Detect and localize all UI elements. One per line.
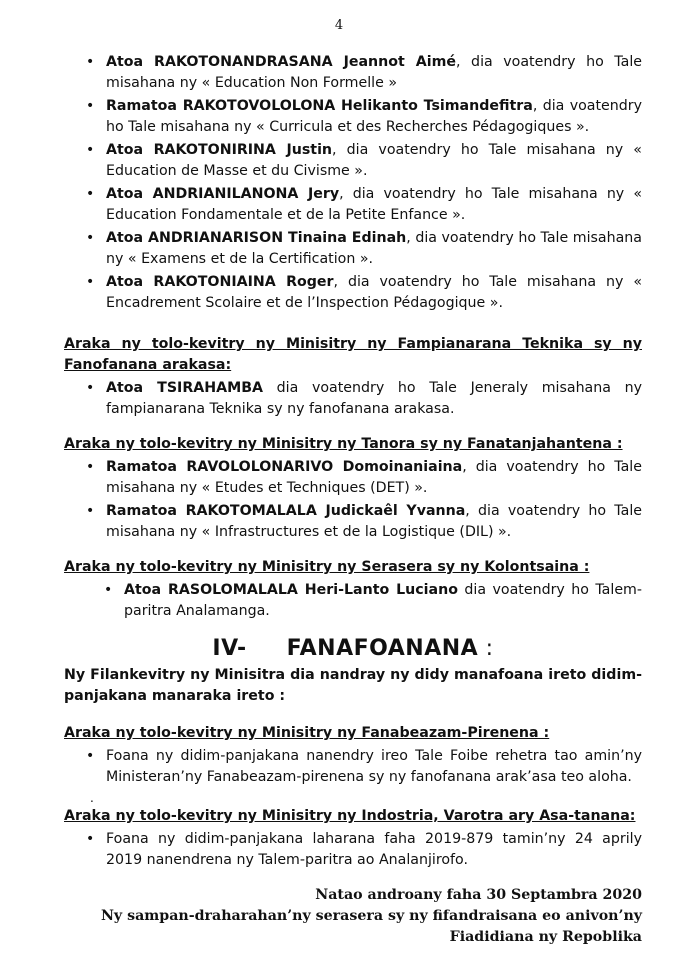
list-item: [64, 272, 642, 314]
appointee-name: Atoa TSIRAHAMBA: [106, 380, 264, 396]
page-number: 4: [334, 18, 344, 33]
appointment-text: dia voatendry ho Talem-paritra Analamanga.: [124, 582, 642, 619]
signature-institution: Fiadidiana ny Repoblika: [449, 929, 642, 945]
appointment-text: , dia voatendry ho Tale misahana ny « Infrastructures et de la Logistique (DIL) ».: [106, 503, 642, 540]
section-heading-teknika: Araka ny tolo-kevitry ny Minisitry ny Fampianarana Teknika sy ny Fanofanana arakasa:: [64, 336, 642, 373]
list-item: [64, 501, 642, 543]
appointment-text: , dia voatendry ho Tale misahana ny « Education Non Formelle »: [106, 54, 642, 91]
bullet-icon: •: [86, 503, 95, 519]
part-intro: Ny Filankevitry ny Minisitra dia nandray ny didy manafoana ireto didim-panjakana manaraka ireto :: [64, 667, 642, 704]
appointee-name: Atoa ANDRIANARISON Tinaina Edinah: [106, 230, 407, 246]
section-heading-serasera: Araka ny tolo-kevitry ny Minisitry ny Serasera sy ny Kolontsaina :: [64, 559, 590, 575]
section-heading-fanabeazam: Araka ny tolo-kevitry ny Minisitry ny Fanabeazam-Pirenena :: [64, 725, 550, 741]
bullet-icon: •: [86, 380, 95, 396]
list-item: [64, 52, 642, 94]
appointment-text: , dia voatendry ho Tale misahana ny « Education Fondamentale et de la Petite Enfance ».: [106, 186, 642, 223]
appointment-text: , dia voatendry ho Tale misahana ny « Examens et de la Certification ».: [106, 230, 642, 267]
bullet-icon: •: [86, 54, 95, 70]
appointment-text: , dia voatendry ho Tale misahana ny « Etudes et Techniques (DET) ».: [106, 459, 642, 496]
appointee-name: Ramatoa RAKOTOMALALA Judickaêl Yvanna: [106, 503, 466, 519]
bullet-icon: •: [86, 230, 95, 246]
list-item: [64, 580, 642, 622]
repeal-text: Foana ny didim-panjakana laharana faha 2019-879 tamin’ny 24 aprily 2019 nanendrena ny Talem-paritra ao Analanjirofo.: [106, 831, 642, 868]
repeal-text: Foana ny didim-panjakana nanendry ireo Tale Foibe rehetra tao amin’ny Ministeran’ny Fanabeazam-pirenena sy ny fanofanana arak’asa teo aloha.: [106, 748, 642, 785]
list-item: [64, 96, 642, 138]
bullet-icon: •: [86, 831, 95, 847]
appointment-text: , dia voatendry ho Tale misahana ny « Education de Masse et du Civisme ».: [106, 142, 642, 179]
part-number: IV-: [212, 636, 247, 661]
list-item: [64, 829, 642, 871]
bullet-icon: •: [86, 748, 95, 764]
appointment-text: dia voatendry ho Tale Jeneraly misahana ny fampianarana Teknika sy ny fanofanana arakasa.: [106, 380, 642, 417]
list-item: [64, 746, 642, 788]
bullet-icon: •: [86, 459, 95, 475]
appointee-name: Ramatoa RAKOTOVOLOLONA Helikanto Tsimandefitra: [106, 98, 533, 114]
bullet-icon: •: [104, 582, 113, 598]
list-item: [64, 140, 642, 182]
document-body: [64, 52, 642, 948]
bullet-icon: •: [86, 98, 95, 114]
bullet-icon: •: [86, 274, 95, 290]
signature-date: Natao androany faha 30 Septambra 2020: [315, 887, 642, 903]
list-item: [64, 378, 642, 420]
part-title-colon: :: [478, 636, 494, 661]
part-title: [64, 636, 642, 661]
bullet-icon: •: [86, 142, 95, 158]
appointee-name: Atoa RAKOTONIRINA Justin: [106, 142, 333, 158]
section-heading-tanora: Araka ny tolo-kevitry ny Minisitry ny Tanora sy ny Fanatanjahantena :: [64, 436, 623, 452]
part-title-text: FANAFOANANA: [286, 636, 479, 661]
list-item: [64, 228, 642, 270]
appointee-name: Atoa ANDRIANILANONA Jery: [106, 186, 340, 202]
appointment-text: , dia voatendry ho Tale misahana ny « Encadrement Scolaire et de l’Inspection Pédagogique ».: [106, 274, 643, 311]
section-heading-indostria: Araka ny tolo-kevitry ny Minisitry ny Indostria, Varotra ary Asa-tanana:: [64, 808, 636, 824]
appointee-name: Atoa RAKOTONANDRASANA Jeannot Aimé: [106, 54, 456, 70]
signature-office: Ny sampan-draharahan’ny serasera sy ny fifandraisana eo anivon’ny: [100, 908, 642, 924]
appointment-text: , dia voatendry ho Tale misahana ny « Curricula et des Recherches Pédagogiques ».: [106, 98, 642, 135]
appointments-list: [64, 52, 642, 314]
list-item: [64, 457, 642, 499]
bullet-icon: •: [86, 186, 95, 202]
signature-block: [64, 885, 642, 948]
appointee-name: Atoa RASOLOMALALA Heri-Lanto Luciano: [124, 582, 458, 598]
list-item: [64, 184, 642, 226]
appointee-name: Atoa RAKOTONIAINA Roger: [106, 274, 334, 290]
appointee-name: Ramatoa RAVOLOLONARIVO Domoinaniaina: [106, 459, 463, 475]
stray-dot: .: [90, 791, 94, 805]
